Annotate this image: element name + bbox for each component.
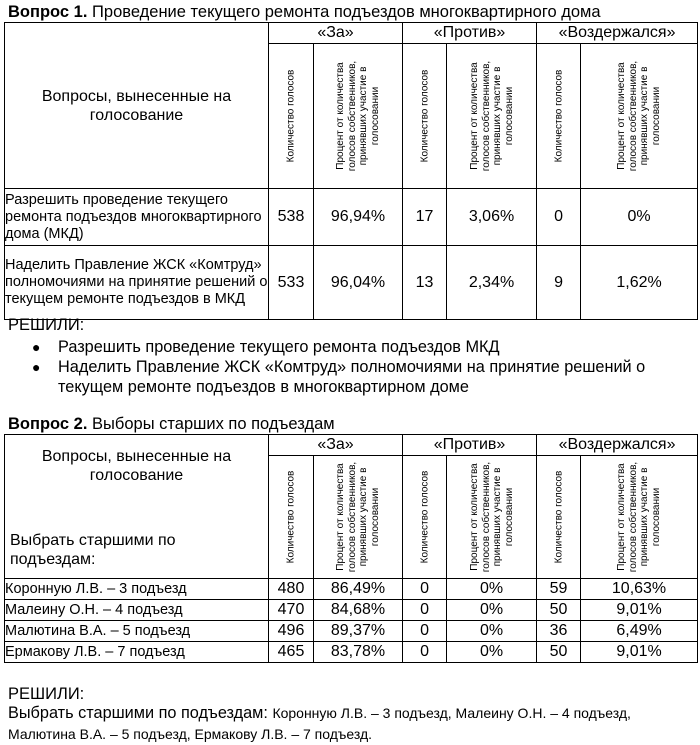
- col-abstained-percent: [581, 44, 698, 189]
- table-row: [5, 189, 698, 246]
- col-abstained-percent: [581, 456, 698, 579]
- col-percent-label: Процент от количества голосов собственников, принявших участие в голосовании: [468, 60, 515, 172]
- col-against-percent: [447, 44, 537, 189]
- col-for-count: [269, 456, 314, 579]
- decision-text: Разрешить проведение текущего ремонта подъездов МКД: [58, 338, 500, 356]
- questions-subheader: Выбрать старшими по подъездам:: [10, 532, 176, 568]
- for-count: 480: [269, 579, 314, 600]
- against-count: 17: [403, 189, 447, 246]
- col-for-percent: [314, 44, 403, 189]
- for-percent: 96,04%: [314, 246, 403, 320]
- list-item: [32, 337, 697, 357]
- question-1-table: [4, 22, 698, 320]
- against-count: 0: [403, 579, 447, 600]
- group-against: «Против»: [403, 435, 537, 456]
- for-percent: 89,37%: [314, 621, 403, 642]
- against-percent: 0%: [447, 600, 537, 621]
- against-count: 0: [403, 621, 447, 642]
- row-candidate: Ермакову Л.В. – 7 подъезд: [5, 642, 269, 663]
- question-2-subject: Выборы старших по подъездам: [92, 415, 335, 433]
- against-count: 0: [403, 642, 447, 663]
- question-2-table: [4, 434, 698, 663]
- for-count: 496: [269, 621, 314, 642]
- bullet-icon: ●: [32, 359, 41, 375]
- question-1-decided-label: РЕШИЛИ:: [8, 316, 85, 334]
- for-percent: 83,78%: [314, 642, 403, 663]
- abstained-count: 59: [537, 579, 581, 600]
- col-percent-label: Процент от количества голосов собственников, принявших участие в голосовании: [468, 461, 515, 573]
- questions-header-cell: [5, 435, 269, 579]
- group-abstained: «Воздержался»: [537, 435, 698, 456]
- for-count: 465: [269, 642, 314, 663]
- abstained-count: 50: [537, 600, 581, 621]
- decision-text: Коронную Л.В. – 3 подъезд, Малеину О.Н. – 4 подъезд, Малютина В.А. – 5 подъезд, Ермакову Л.В. – 7 подъезд.: [8, 705, 631, 742]
- question-1-title: [8, 3, 601, 21]
- for-percent: 86,49%: [314, 579, 403, 600]
- table-row: [5, 579, 698, 600]
- abstained-count: 36: [537, 621, 581, 642]
- col-for-percent: [314, 456, 403, 579]
- bullet-icon: ●: [32, 339, 41, 355]
- questions-header: Вопросы, вынесенные на голосование: [41, 87, 232, 124]
- for-count: 470: [269, 600, 314, 621]
- col-percent-label: Процент от количества голосов собственников, принявших участие в голосовании: [616, 461, 662, 573]
- for-count: 538: [269, 189, 314, 246]
- against-percent: 0%: [447, 642, 537, 663]
- col-count-label: Количество голосов: [552, 69, 564, 163]
- question-2-decided-label: РЕШИЛИ:: [8, 685, 85, 703]
- col-abstained-count: [537, 44, 581, 189]
- abstained-percent: 0%: [581, 189, 698, 246]
- abstained-percent: 1,62%: [581, 246, 698, 320]
- group-abstained: «Воздержался»: [537, 23, 698, 44]
- table-row: [5, 246, 698, 320]
- row-question: Разрешить проведение текущего ремонта подъездов многоквартирного дома (МКД): [5, 189, 269, 246]
- against-count: 0: [403, 600, 447, 621]
- against-percent: 3,06%: [447, 189, 537, 246]
- group-for: «За»: [269, 23, 403, 44]
- col-against-count: [403, 456, 447, 579]
- question-2-title: [8, 415, 335, 433]
- against-percent: 0%: [447, 621, 537, 642]
- col-count-label: Количество голосов: [552, 470, 564, 564]
- decision-text: Наделить Правление ЖСК «Комтруд» полномочиями на принятие решений о текущем ремонте подъездов в многоквартирном доме: [58, 358, 646, 396]
- question-1-subject: Проведение текущего ремонта подъездов многоквартирного дома: [92, 3, 601, 21]
- row-candidate: Малютина В.А. – 5 подъезд: [5, 621, 269, 642]
- abstained-count: 50: [537, 642, 581, 663]
- abstained-percent: 6,49%: [581, 621, 698, 642]
- question-1-number: Вопрос 1.: [8, 3, 88, 21]
- question-1-decisions: [32, 337, 697, 397]
- against-percent: 2,34%: [447, 246, 537, 320]
- row-candidate: Малеину О.Н. – 4 подъезд: [5, 600, 269, 621]
- against-percent: 0%: [447, 579, 537, 600]
- question-2-decision: [8, 703, 698, 745]
- row-question: Наделить Правление ЖСК «Комтруд» полномочиями на принятие решений о текущем ремонте подъездов в МКД: [5, 246, 269, 320]
- question-2-number: Вопрос 2.: [8, 415, 88, 433]
- col-percent-label: Процент от количества голосов собственников, принявших участие в голосовании: [335, 461, 381, 573]
- col-count-label: Количество голосов: [285, 470, 297, 564]
- table-row: [5, 642, 698, 663]
- decision-intro: Выбрать старшими по подъездам:: [8, 704, 268, 722]
- for-percent: 84,68%: [314, 600, 403, 621]
- for-percent: 96,94%: [314, 189, 403, 246]
- col-percent-label: Процент от количества голосов собственников, принявших участие в голосовании: [616, 60, 662, 172]
- against-count: 13: [403, 246, 447, 320]
- group-against: «Против»: [403, 23, 537, 44]
- questions-header: Вопросы, вынесенные на голосование: [41, 448, 232, 484]
- abstained-percent: 9,01%: [581, 600, 698, 621]
- group-for: «За»: [269, 435, 403, 456]
- row-candidate: Коронную Л.В. – 3 подъезд: [5, 579, 269, 600]
- abstained-count: 9: [537, 246, 581, 320]
- col-for-count: [269, 44, 314, 189]
- col-percent-label: Процент от количества голосов собственников, принявших участие в голосовании: [335, 60, 381, 172]
- abstained-count: 0: [537, 189, 581, 246]
- col-against-count: [403, 44, 447, 189]
- for-count: 533: [269, 246, 314, 320]
- col-count-label: Количество голосов: [418, 69, 430, 163]
- col-count-label: Количество голосов: [285, 69, 297, 163]
- abstained-percent: 10,63%: [581, 579, 698, 600]
- col-count-label: Количество голосов: [418, 470, 430, 564]
- questions-header-cell: [5, 23, 269, 189]
- table-row: [5, 621, 698, 642]
- abstained-percent: 9,01%: [581, 642, 698, 663]
- col-against-percent: [447, 456, 537, 579]
- table-row: [5, 600, 698, 621]
- list-item: [32, 357, 697, 397]
- col-abstained-count: [537, 456, 581, 579]
